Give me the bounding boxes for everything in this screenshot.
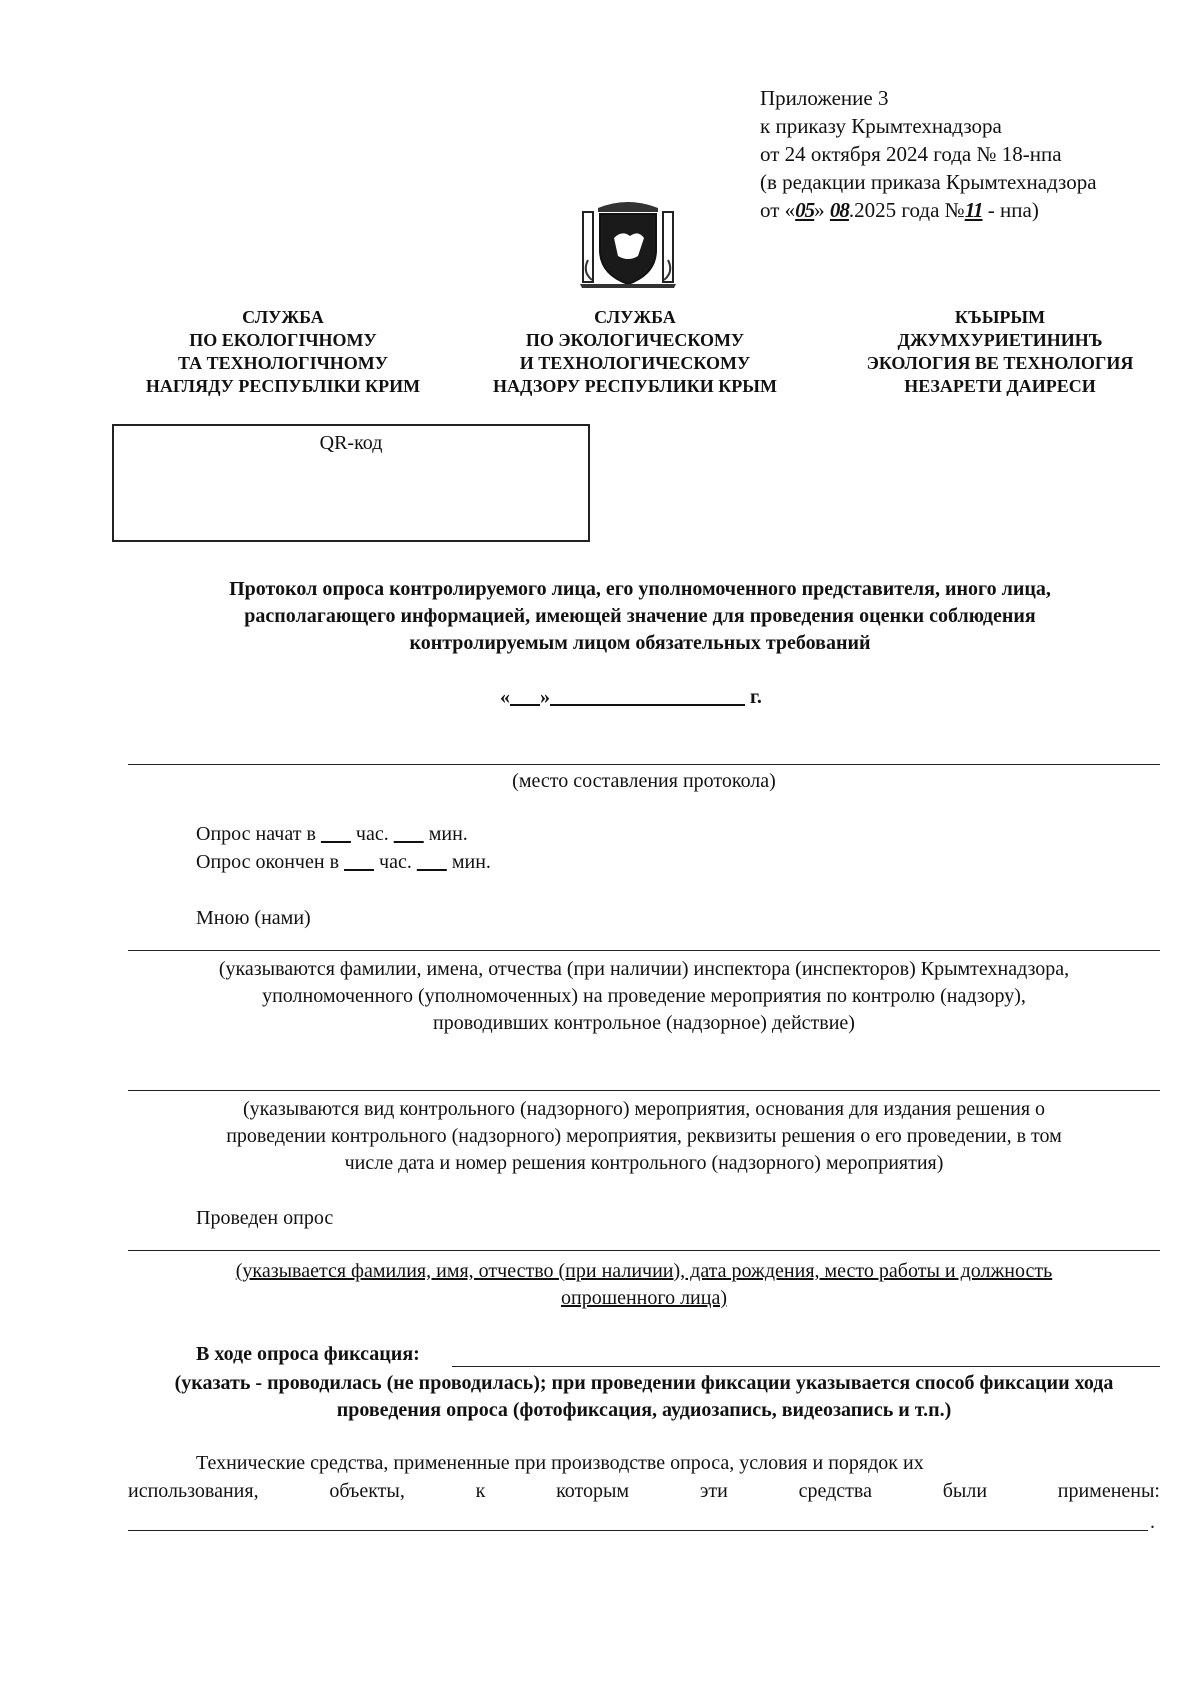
- fixation-label: В ходе опроса фиксация:: [196, 1343, 420, 1365]
- inspectors-field-line[interactable]: [128, 950, 1160, 951]
- survey-conducted-label: Проведен опрос: [196, 1207, 334, 1229]
- tech-means-end-dot: .: [1150, 1511, 1155, 1533]
- start-hours-blank[interactable]: [321, 823, 351, 845]
- place-caption: (место составления протокола): [512, 770, 776, 792]
- coat-of-arms-emblem: [578, 200, 678, 290]
- start-minutes-blank[interactable]: [394, 823, 424, 845]
- org-name-russian: СЛУЖБА ПО ЭКОЛОГИЧЕСКОМУ И ТЕХНОЛОГИЧЕСКОМУ НАДЗОРУ РЕСПУБЛИКИ КРЫМ: [493, 307, 777, 396]
- tech-means-line2: использования, объекты, к которым эти средства были применены:: [128, 1480, 1160, 1502]
- qr-code-box: [112, 424, 590, 542]
- qr-code-label: QR-код: [319, 432, 383, 454]
- event-caption: (указываются вид контрольного (надзорного) мероприятия, основания для издания решения о проведении контрольного (надзорного) мероприятия, реквизиты решения о его проведении, в том числе дата и номер решения контрольного (надзорного) мероприятия): [226, 1098, 1062, 1174]
- person-caption: (указывается фамилия, имя, отчество (при наличии), дата рождения, место работы и должность опрошенного лица): [235, 1260, 1053, 1309]
- appendix-line: от «05» 08.2025 года №11 - нпа): [760, 198, 1039, 222]
- end-minutes-blank[interactable]: [417, 851, 447, 873]
- tech-means-line1: Технические средства, примененные при производстве опроса, условия и порядок их: [196, 1452, 924, 1474]
- protocol-title: Протокол опроса контролируемого лица, его уполномоченного представителя, иного лица, располагающего информацией, имеющей значение для проведения оценки соблюдения контролируемым лицом обязательных требований: [229, 578, 1051, 654]
- tech-means-field-line[interactable]: [128, 1530, 1148, 1531]
- appendix-line: (в редакции приказа Крымтехнадзора: [760, 170, 1097, 194]
- org-name-crimean-tatar: КЪЫРЫМ ДЖУМХУРИЕТИНИНЪ ЭКОЛОГИЯ ВЕ ТЕХНОЛОГИЯ НЕЗАРЕТИ ДАИРЕСИ: [866, 307, 1134, 396]
- end-hours-blank[interactable]: [344, 851, 374, 873]
- appendix-line: к приказу Крымтехнадзора: [760, 114, 1002, 138]
- by-me-label: Мною (нами): [196, 907, 311, 929]
- appendix-block: [760, 84, 1097, 224]
- handwritten-day: 05: [795, 198, 815, 222]
- survey-start-line: Опрос начат в час. мин.: [196, 823, 468, 845]
- place-field-line[interactable]: [128, 764, 1160, 765]
- appendix-line: от 24 октября 2024 года № 18-нпа: [760, 142, 1062, 166]
- event-field-line[interactable]: [128, 1090, 1160, 1091]
- org-name-ukrainian: СЛУЖБА ПО ЕКОЛОГІЧНОМУ ТА ТЕХНОЛОГІЧНОМУ НАГЛЯДУ РЕСПУБЛІКИ КРИМ: [145, 307, 421, 396]
- handwritten-number: 11: [964, 198, 983, 222]
- month-blank[interactable]: [550, 686, 745, 708]
- inspectors-caption: (указываются фамилии, имена, отчества (при наличии) инспектора (инспекторов) Крымтехнадзора, уполномоченного (уполномоченных) на проведение мероприятия по контролю (надзору), проводивших контрольное (надзорное) действие): [218, 958, 1070, 1034]
- handwritten-month: 08: [829, 198, 849, 222]
- fixation-caption: (указать - проводилась (не проводилась); при проведении фиксации указывается способ фиксации хода проведения опроса (фотофиксация, аудиозапись, видеозапись и т.п.): [174, 1372, 1114, 1421]
- appendix-line: Приложение 3: [760, 86, 889, 110]
- day-blank[interactable]: [510, 686, 540, 708]
- fixation-field-line[interactable]: [452, 1366, 1160, 1367]
- person-field-line[interactable]: [128, 1250, 1160, 1251]
- date-line: « » г.: [500, 686, 762, 708]
- survey-end-line: Опрос окончен в час. мин.: [196, 851, 491, 873]
